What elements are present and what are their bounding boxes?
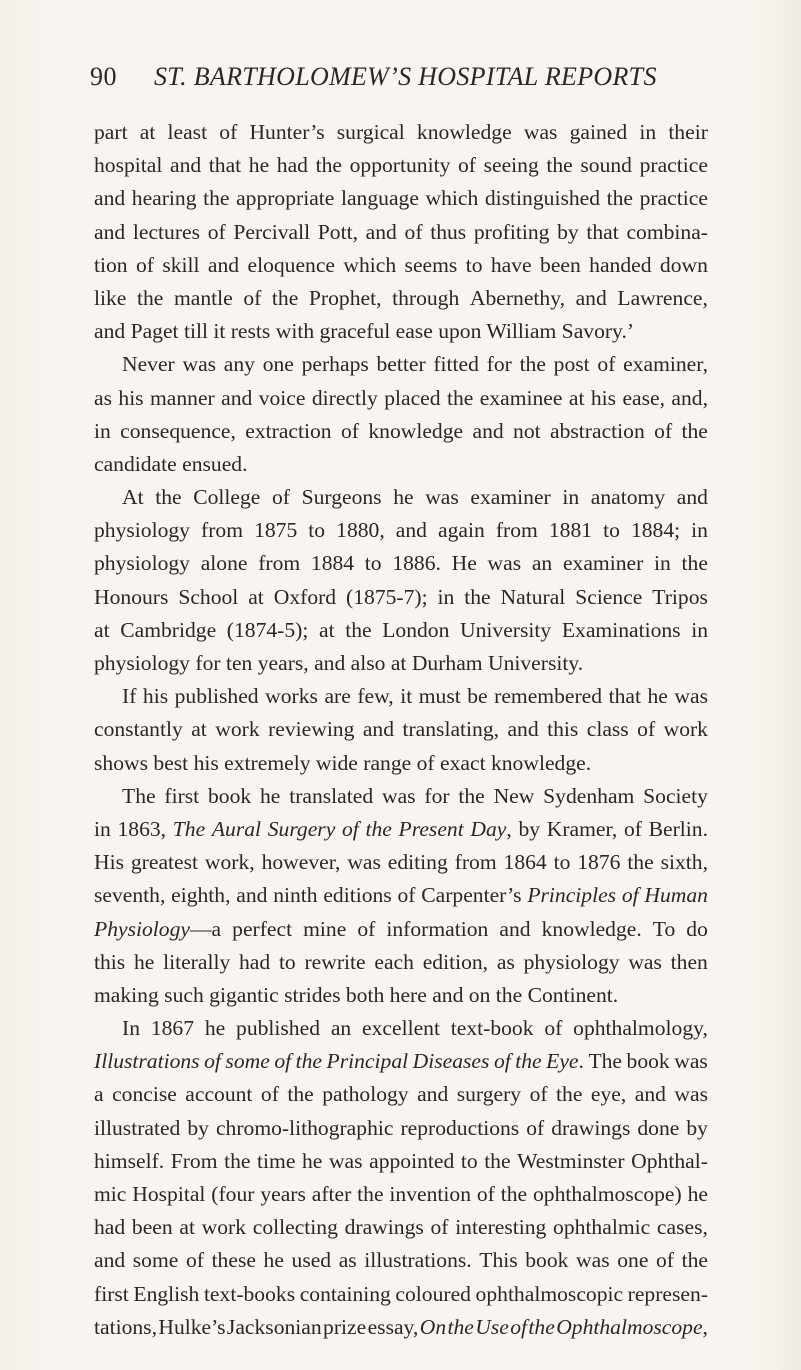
text-line: shows best his extremely wide range of exact knowledge. — [94, 750, 592, 775]
text-line: illustrated by chromo-lithographic reproductions of drawings done by — [94, 1115, 708, 1140]
text-line: Physiology—a perfect mine of information and knowledge. To do — [94, 916, 708, 941]
text-line: at Cambridge (1874-5); at the London University Examinations in — [94, 617, 708, 642]
text-line: had been at work collecting drawings of interesting ophthalmic cases, — [94, 1215, 708, 1240]
text-line: in 1863, The Aural Surgery of the Present Day, by Kramer, of Berlin. — [94, 816, 708, 841]
text-line: Never was any one perhaps better fitted for the post of examiner, — [122, 352, 708, 377]
text-line: a concise account of the pathology and surgery of the eye, and was — [94, 1082, 708, 1107]
text-line: first English text-books containing coloured ophthalmoscopic represen- — [94, 1281, 708, 1306]
running-head: ST. BARTHOLOMEW’S HOSPITAL REPORTS — [154, 62, 657, 91]
page-header — [90, 62, 710, 98]
text-line: this he literally had to rewrite each edition, as physiology was then — [94, 949, 708, 974]
text-line: in consequence, extraction of knowledge and not abstraction of the — [94, 418, 708, 443]
text-line: candidate ensued. — [94, 451, 248, 476]
text-line: tion of skill and eloquence which seems to have been handed down — [94, 252, 708, 277]
text-line: as his manner and voice directly placed the examinee at his ease, and, — [94, 385, 708, 410]
text-line: constantly at work reviewing and translating, and this class of work — [94, 717, 708, 742]
text-line: Illustrations of some of the Principal Diseases of the Eye. The book was — [94, 1049, 708, 1074]
text-line: Honours School at Oxford (1875-7); in the Natural Science Tripos — [94, 584, 708, 609]
text-line: making such gigantic strides both here and on the Continent. — [94, 982, 619, 1007]
text-line: At the College of Surgeons he was examiner in anatomy and — [122, 485, 708, 510]
text-line: The first book he translated was for the New Sydenham Society — [122, 783, 708, 808]
body-text — [94, 116, 708, 1344]
text-line: physiology alone from 1884 to 1886. He was an examiner in the — [94, 551, 708, 576]
text-line: In 1867 he published an excellent text-book of ophthalmology, — [122, 1016, 708, 1041]
text-line: hospital and that he had the opportunity of seeing the sound practice — [94, 153, 708, 178]
text-line: and lectures of Percivall Pott, and of thus profiting by that combina- — [94, 219, 708, 244]
text-line: like the mantle of the Prophet, through Abernethy, and Lawrence, — [94, 285, 708, 310]
text-line: physiology for ten years, and also at Durham University. — [94, 651, 584, 675]
text-line: seventh, eighth, and ninth editions of Carpenter’s Principles of Human — [94, 883, 708, 908]
text-line: physiology from 1875 to 1880, and again from 1881 to 1884; in — [94, 518, 708, 543]
text-line: part at least of Hunter’s surgical knowledge was gained in their — [94, 120, 708, 144]
text-line: and Paget till it rests with graceful ease upon William Savory.’ — [94, 319, 635, 344]
text-line: mic Hospital (four years after the invention of the ophthalmoscope) he — [94, 1182, 708, 1206]
text-line: and hearing the appropriate language which distinguished the practice — [94, 186, 708, 211]
text-line: and some of these he used as illustrations. This book was one of the — [94, 1248, 708, 1273]
page-number: 90 — [90, 62, 117, 91]
text-line: His greatest work, however, was editing from 1864 to 1876 the sixth, — [94, 850, 708, 875]
text-line: himself. From the time he was appointed to the Westminster Ophthal- — [94, 1148, 708, 1173]
text-line: tations, Hulke’s Jacksonian prize essay, On the Use of the Ophthalmoscope, — [94, 1314, 708, 1339]
text-line: If his published works are few, it must be remembered that he was — [122, 684, 708, 709]
